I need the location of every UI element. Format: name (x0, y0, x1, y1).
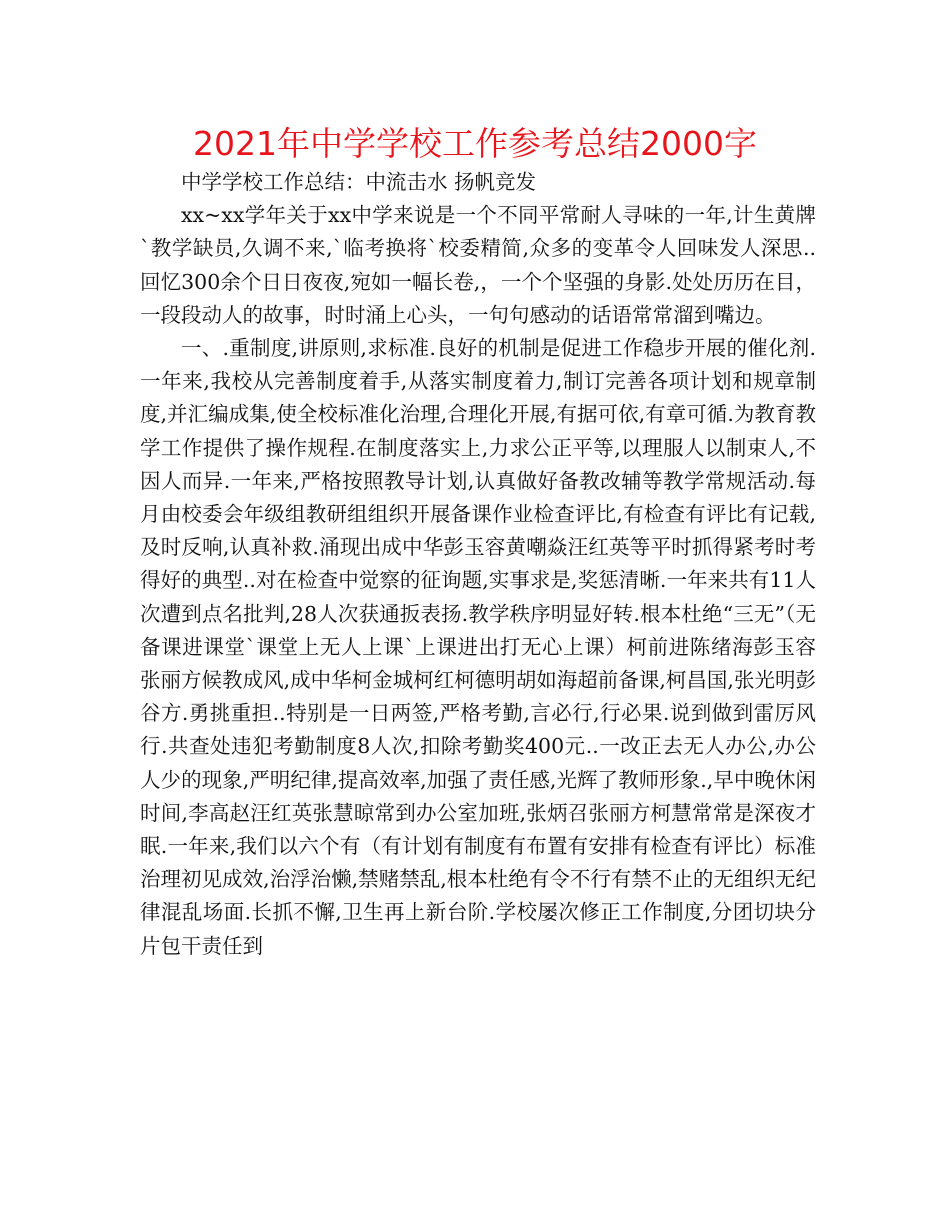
document-subtitle: 中学学校工作总结：中流击水 扬帆竞发 (181, 170, 537, 194)
paragraph-intro: xx~xx学年关于xx中学来说是一个不同平常耐人寻味的一年,计生黄牌`教学缺员,久调不来,`临考换将`校委精简,众多的变革令人回味发人深思..回忆300余个日日夜夜,宛如一幅长卷,，一个个坚强的身影.处处历历在目，一段段动人的故事，时时涌上心头，一句句感动的话语常常溜到嘴边。 (140, 203, 816, 327)
document-title: 2021年中学学校工作参考总结2000字 (193, 124, 757, 163)
document-body (140, 166, 816, 963)
paragraph-section-one: 一、.重制度,讲原则,求标准.良好的机制是促进工作稳步开展的催化剂.一年来,我校从完善制度着手,从落实制度着力,制订完善各项计划和规章制度,并汇编成集,使全校标准化治理,合理化开展,有据可依,有章可循.为教育教学工作提供了操作规程.在制度落实上,力求公正平等,以理服人以制束人,不因人而异.一年来,严格按照教导计划,认真做好备教改辅等教学常规活动.每月由校委会年级组教研组组织开展备课作业检查评比,有检查有评比有记载,及时反响,认真补救.涌现出成中华彭玉容黄嘲焱汪红英等平时抓得紧考时考得好的典型..对在检查中觉察的征询题,实事求是,奖惩清晰.一年来共有11人次遭到点名批判,28人次获通扳表扬.教学秩序明显好转.根本杜绝“三无”（无备课进课堂`课堂上无人上课`上课进出打无心上课）柯前进陈绪海彭玉容张丽方候教成风,成中华柯金城柯红柯德明胡如海超前备课,柯昌国,张光明彭谷方.勇挑重担..特别是一日两签,严格考勤,言必行,行必果.说到做到雷厉风行.共查处违犯考勤制度8人次,扣除考勤奖400元..一改正去无人办公,办公人少的现象,严明纪律,提高效率,加强了责任感,光辉了教师形象.,早中晚休闲时间,李高赵汪红英张慧晾常到办公室加班,张炳召张丽方柯慧常常是深夜才眠.一年来,我们以六个有（有计划有制度有布置有安排有检查有评比）标准治理初见成效,治浮治懒,禁赌禁乱,根本杜绝有令不行有禁不止的无组织无纪律混乱场面.长抓不懈,卫生再上新台阶.学校屡次修正工作制度,分团切块分片包干责任到 (140, 336, 816, 958)
